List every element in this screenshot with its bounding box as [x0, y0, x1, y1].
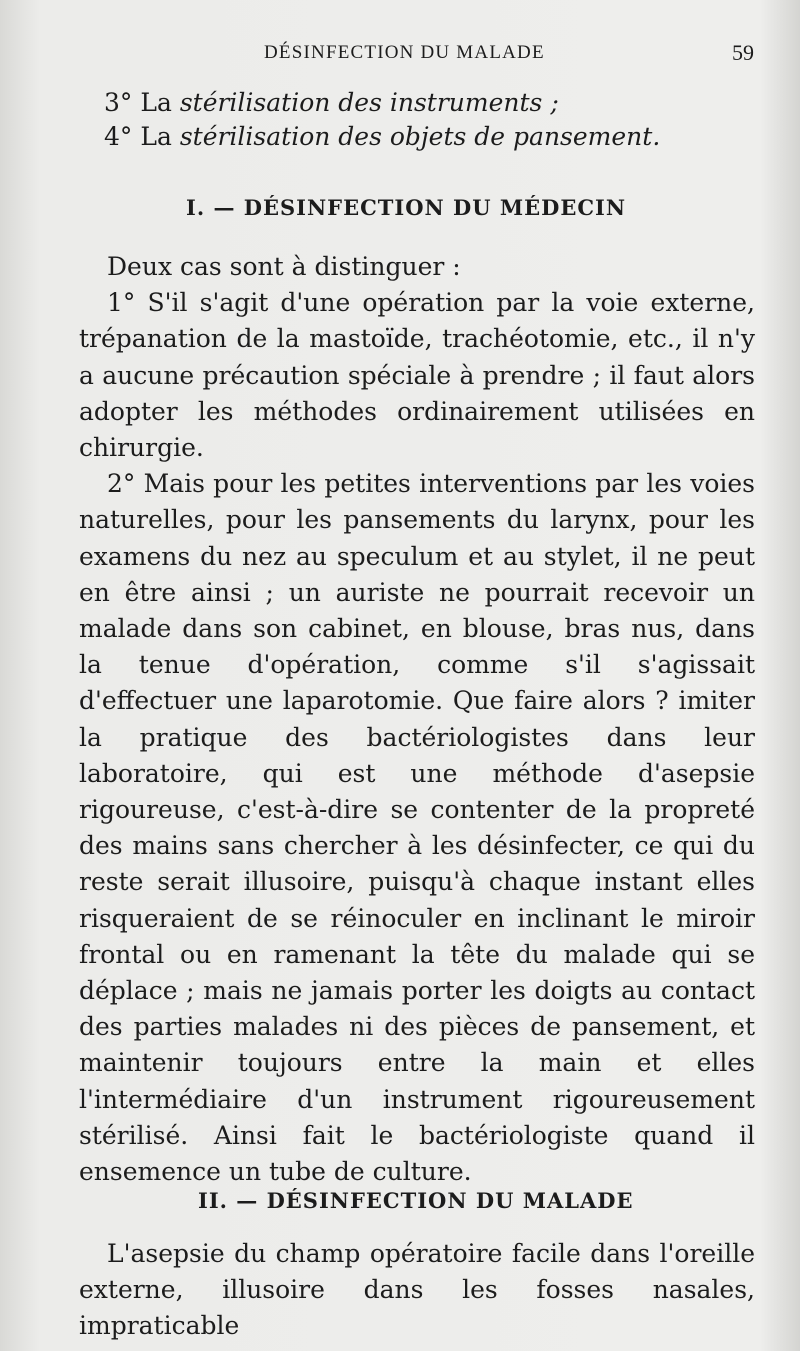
section-1-heading: I. — DÉSINFECTION DU MÉDECIN [186, 195, 627, 220]
list-item-3-text: stérilisation des instruments ; [179, 88, 559, 117]
paragraph: Deux cas sont à distinguer : [107, 252, 461, 281]
list-item-4-number: 4° La [104, 122, 180, 151]
paragraph: L'asepsie du champ opératoire facile dans l'oreille externe, illusoire dans les fosses nasales, impraticable [79, 1239, 755, 1341]
list-item-4 [104, 122, 660, 151]
section-2-body [79, 1236, 755, 1345]
running-title: DÉSINFECTION DU MALADE [264, 42, 545, 63]
list-item-3-number: 3° La [104, 88, 180, 117]
list-item-3 [104, 88, 559, 117]
paragraph: 1° S'il s'agit d'une opération par la voie externe, trépanation de la mastoïde, trachéotomie, etc., il n'y a aucune précaution spéciale à prendre ; il faut alors adopter les méthodes ordinairement utilisées en chirurgie. [79, 288, 755, 463]
section-2-heading: II. — DÉSINFECTION DU MALADE [198, 1188, 634, 1213]
list-item-4-text: stérilisation des objets de pansement. [179, 122, 661, 151]
page-number: 59 [732, 40, 754, 65]
section-1-body [79, 249, 755, 1190]
page-header [0, 36, 800, 68]
paragraph: 2° Mais pour les petites interventions par les voies naturelles, pour les pansements du larynx, pour les examens du nez au speculum et au stylet, il ne peut en être ainsi ; un auriste ne pourrait recevoir un malade dans son cabinet, en blouse, bras nus, dans la tenue d'opération, comme s'il s'agissait d'effectuer une laparotomie. Que faire alors ? imiter la pratique des bactériologistes dans leur laboratoire, qui est une méthode d'asepsie rigoureuse, c'est-à-dire se contenter de la propreté des mains sans chercher à les désinfecter, ce qui du reste serait illusoire, puisqu'à chaque instant elles risqueraient de se réinoculer en inclinant le miroir frontal ou en ramenant la tête du malade qui se déplace ; mais ne jamais porter les doigts au contact des parties malades ni des pièces de pansement, et maintenir toujours entre la main et elles l'intermédiaire d'un instrument rigoureusement stérilisé. Ainsi fait le bactériologiste quand il ensemence un tube de culture. [79, 469, 755, 1187]
